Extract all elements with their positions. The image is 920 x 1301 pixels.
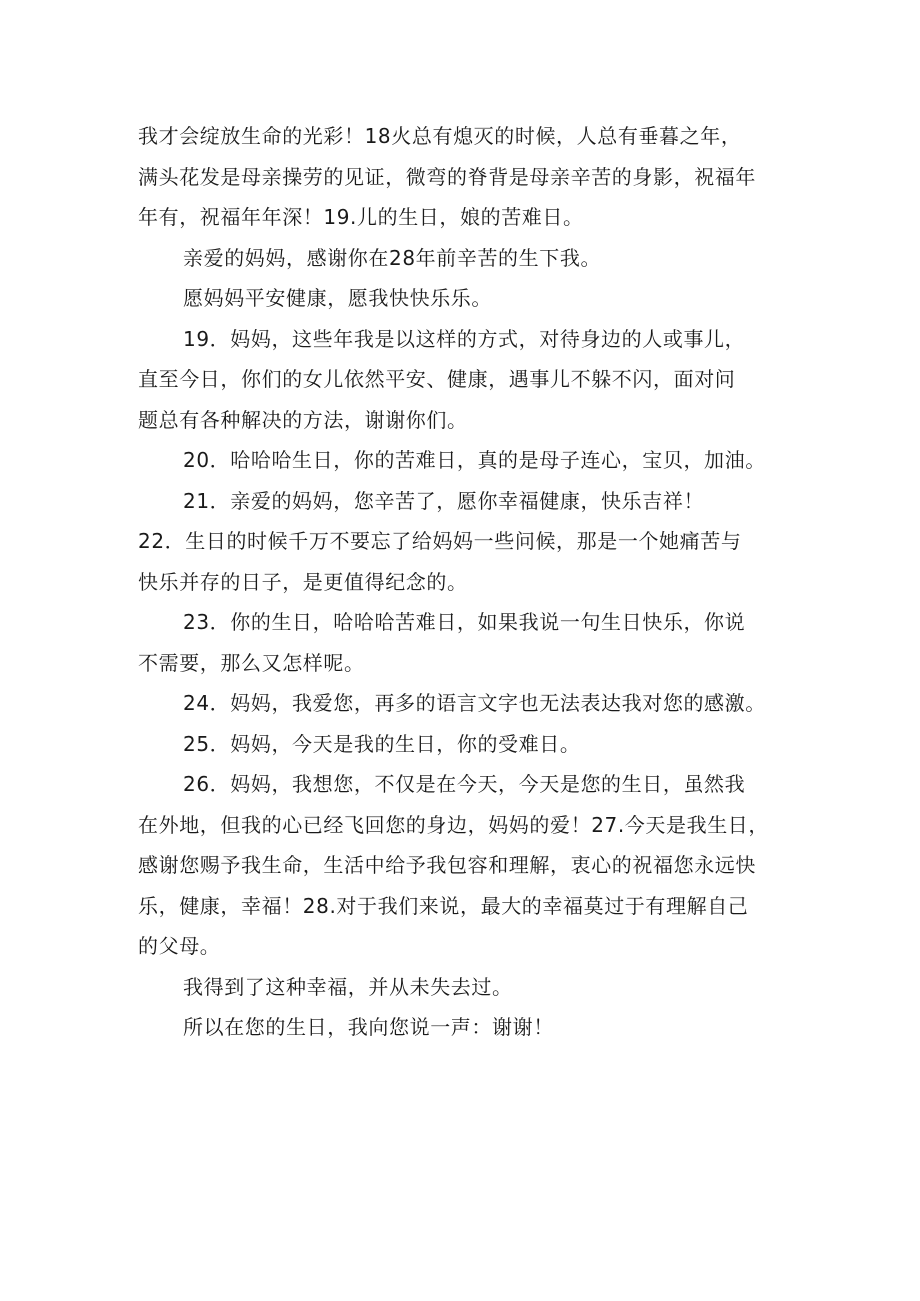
paragraph-9 [138,683,802,724]
text-line: 23．你的生日，哈哈哈苦难日，如果我说一句生日快乐，你说 [183,610,746,634]
paragraph-6 [138,481,802,522]
text-line: 亲爱的妈妈，感谢你在28年前辛苦的生下我。 [183,245,602,270]
paragraph-5 [138,440,802,481]
paragraph-7 [138,521,802,602]
text-line: 题总有各种解决的方法，谢谢你们。 [138,407,468,432]
paragraph-11 [138,764,802,967]
text-line: 22．生日的时候千万不要忘了给妈妈一些问候，那是一个她痛苦与 [138,529,742,553]
text-line: 直至今日，你们的女儿依然平安、健康，遇事儿不躲不闪，面对问 [138,367,736,391]
text-line: 的父母。 [138,934,221,958]
text-line: 19．妈妈，这些年我是以这样的方式，对待身边的人或事儿， [183,326,746,351]
paragraph-4 [138,319,802,441]
text-line: 感谢您赐予我生命，生活中给予我包容和理解，衷心的祝福您永远快 [138,853,756,877]
paragraph-8 [138,602,802,683]
paragraph-12 [138,967,802,1008]
text-line: 24．妈妈，我爱您，再多的语言文字也无法表达我对您的感激。 [183,691,766,715]
text-line: 乐，健康，幸福！28.对于我们来说，最大的幸福莫过于有理解自己 [138,893,749,918]
text-line: 25．妈妈，今天是我的生日，你的受难日。 [183,731,581,756]
text-line: 我才会绽放生命的光彩！18火总有熄灭的时候，人总有垂暮之年， [138,124,742,148]
paragraph-1 [138,116,802,238]
text-line: 愿妈妈平安健康，愿我快快乐乐。 [183,286,492,310]
document-body [138,116,802,1048]
text-line: 26．妈妈，我想您，不仅是在今天，今天是您的生日，虽然我 [183,772,746,796]
text-line: 快乐并存的日子，是更值得纪念的。 [138,569,468,594]
text-line: 21．亲爱的妈妈，您辛苦了，愿你幸福健康，快乐吉祥！ [183,488,705,513]
text-line: 在外地，但我的心已经飞回您的身边，妈妈的爱！27.今天是我生日， [138,812,770,837]
text-line: 不需要，那么又怎样呢。 [138,650,365,675]
text-line: 20．哈哈哈生日，你的苦难日，真的是母子连心，宝贝，加油。 [183,448,766,472]
text-line: 满头花发是母亲操劳的见证，微弯的脊背是母亲辛苦的身影，祝福年 [138,164,756,189]
paragraph-13 [138,1007,802,1048]
paragraph-2 [138,238,802,279]
paragraph-10 [138,724,802,765]
text-line: 年有，祝福年年深！19.儿的生日，娘的苦难日。 [138,205,584,229]
text-line: 我得到了这种幸福，并从未失去过。 [183,974,513,999]
text-line: 所以在您的生日，我向您说一声：谢谢！ [183,1015,554,1039]
paragraph-3 [138,278,802,319]
